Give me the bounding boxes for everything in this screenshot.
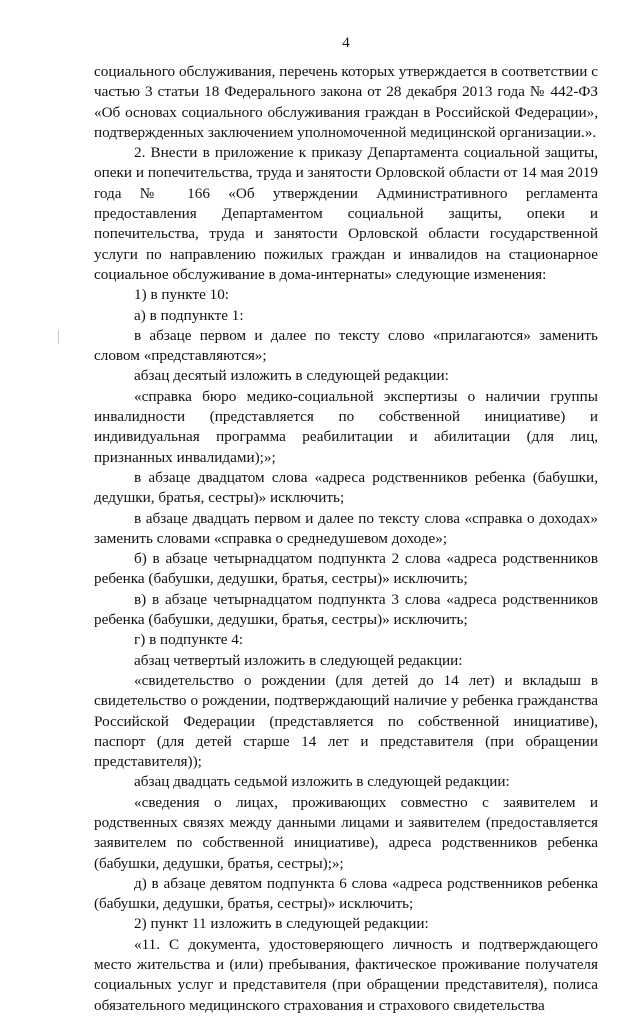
paragraph-8: в абзаце двадцатом слова «адреса родственников ребенка (бабушки, дедушки, братья, сестры)» исключить;: [94, 468, 598, 507]
paragraph-14: «свидетельство о рождении (для детей до 14 лет) и вкладыш в свидетельство о рождении, подтверждающий наличие у ребенка гражданства Российской Федерации (представляется по собственной инициативе), паспорт (для детей старше 14 лет и представителя (при обращении представителя));: [94, 671, 598, 771]
paragraph-17: д) в абзаце девятом подпункта 6 слова «адреса родственников ребенка (бабушки, дедушки, братья, сестры)» исключить;: [94, 874, 598, 913]
paragraph-4: а) в подпункте 1:: [134, 306, 244, 324]
paragraph-16: «сведения о лицах, проживающих совместно с заявителем и родственных связях между данными лицами и заявителем (предоставляется заявителем по собственной инициативе), адреса родственников ребенка (бабушки, дедушки, братья, сестры);»;: [94, 793, 598, 872]
paragraph-19: «11. С документа, удостоверяющего личность и подтверждающего место жительства и (или) пребывания, фактическое проживание получателя социальных услуг и представителя (при обращении представителя), полиса обязательного медицинского страхования и страхового свидетельства: [94, 935, 598, 1014]
paragraph-6: абзац десятый изложить в следующей редакции:: [134, 367, 449, 385]
margin-mark: [58, 330, 59, 344]
paragraph-3: 1) в пункте 10:: [134, 286, 230, 304]
paragraph-9: в абзаце двадцать первом и далее по тексту слова «справка о доходах» заменить словами «справка о среднедушевом доходе»;: [94, 509, 598, 547]
paragraph-18: 2) пункт 11 изложить в следующей редакции:: [134, 915, 429, 933]
paragraph-12: г) в подпункте 4:: [134, 631, 244, 649]
document-body: [94, 62, 598, 1016]
paragraph-13: абзац четвертый изложить в следующей редакции:: [134, 651, 463, 669]
paragraph-15: абзац двадцать седьмой изложить в следующей редакции:: [134, 773, 510, 791]
paragraph-11: в) в абзаце четырнадцатом подпункта 3 слова «адреса родственников ребенка (бабушки, дедушки, братья, сестры)» исключить;: [94, 590, 598, 629]
page-number: 4: [342, 35, 350, 51]
paragraph-2: 2. Внести в приложение к приказу Департамента социальной защиты, опеки и попечительства, труда и занятости Орловской области от 14 мая 2019 года № 166 «Об утверждении Административного регламента предоставления Департаментом социальной защиты, опеки и попечительства, труда и занятости Орловской области государственной услуги по направлению пожилых граждан и инвалидов на стационарное социальное обслуживание в дома-интернаты» следующие изменения:: [94, 144, 598, 283]
paragraph-7: «справка бюро медико-социальной экспертизы о наличии группы инвалидности (представляется по собственной инициативе) и индивидуальная программа реабилитации и абилитации (для лиц, признанных инвалидами);»;: [94, 387, 598, 466]
paragraph-10: б) в абзаце четырнадцатом подпункта 2 слова «адреса родственников ребенка (бабушки, дедушки, братья, сестры)» исключить;: [94, 550, 598, 588]
paragraph-1: социального обслуживания, перечень которых утверждается в соответствии с частью 3 статьи 18 Федерального закона от 28 декабря 2013 года № 442-ФЗ «Об основах социального обслуживания граждан в Российской Федерации», подтвержденных заключением уполномоченной медицинской организации.».: [94, 63, 598, 141]
paragraph-5: в абзаце первом и далее по тексту слово «прилагаются» заменить словом «представляются»;: [94, 326, 598, 365]
